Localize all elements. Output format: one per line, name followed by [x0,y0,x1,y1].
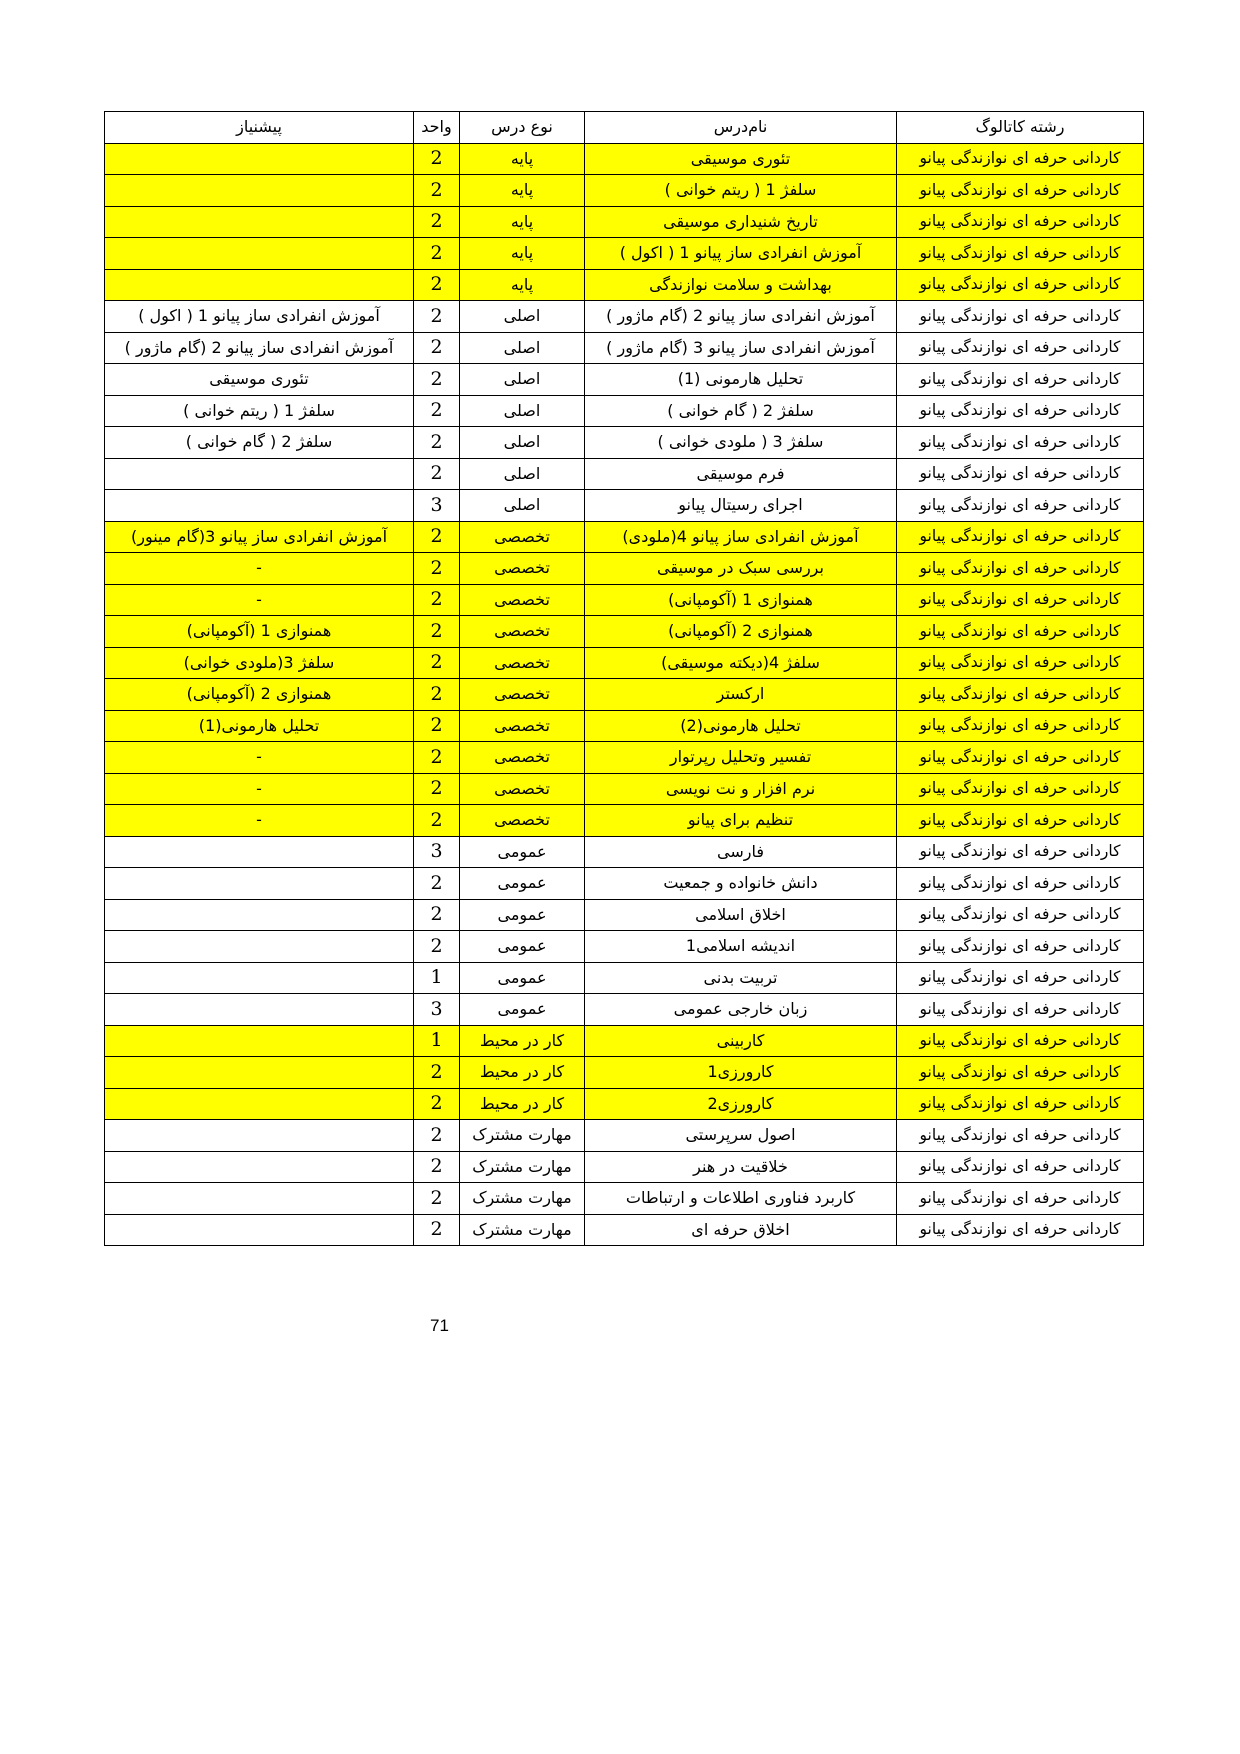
cell-type: عمومی [460,931,585,963]
cell-course: دانش خانواده و جمعیت [585,868,897,900]
table-row [105,1120,1144,1152]
cell-course: فرم موسیقی [585,458,897,490]
table-row [105,395,1144,427]
cell-prereq [105,490,414,522]
cell-type: کار در محیط [460,1057,585,1089]
table-row [105,805,1144,837]
cell-prereq: همنوازی 1 (آکومپانی) [105,616,414,648]
cell-type: عمومی [460,836,585,868]
cell-prereq [105,269,414,301]
cell-prereq [105,962,414,994]
cell-units: 2 [414,301,460,333]
cell-course: آموزش انفرادی ساز پیانو 4(ملودی) [585,521,897,553]
cell-course: تحلیل هارمونی (1) [585,364,897,396]
cell-catalog: کاردانی حرفه ای نوازندگی پیانو [897,710,1144,742]
cell-course: تربیت بدنی [585,962,897,994]
cell-prereq [105,1120,414,1152]
table-row [105,931,1144,963]
cell-units: 2 [414,742,460,774]
table-row [105,269,1144,301]
table-row [105,710,1144,742]
cell-catalog: کاردانی حرفه ای نوازندگی پیانو [897,364,1144,396]
cell-course: سلفژ 4(دیکته موسیقی) [585,647,897,679]
cell-units: 2 [414,395,460,427]
cell-units: 2 [414,332,460,364]
cell-course: بررسی سبک در موسیقی [585,553,897,585]
cell-units: 2 [414,553,460,585]
cell-catalog: کاردانی حرفه ای نوازندگی پیانو [897,490,1144,522]
header-course: نام‌درس [585,112,897,144]
header-catalog: رشته کاتالوگ [897,112,1144,144]
cell-course: کارورزی1 [585,1057,897,1089]
cell-catalog: کاردانی حرفه ای نوازندگی پیانو [897,1214,1144,1246]
cell-units: 2 [414,899,460,931]
table-row [105,553,1144,585]
cell-catalog: کاردانی حرفه ای نوازندگی پیانو [897,1088,1144,1120]
cell-units: 2 [414,175,460,207]
cell-course: سلفژ 3 ( ملودی خوانی ) [585,427,897,459]
cell-course: ارکستر [585,679,897,711]
cell-course: همنوازی 2 (آکومپانی) [585,616,897,648]
cell-course: خلاقیت در هنر [585,1151,897,1183]
table-row [105,868,1144,900]
table-row [105,332,1144,364]
cell-catalog: کاردانی حرفه ای نوازندگی پیانو [897,931,1144,963]
cell-type: پایه [460,269,585,301]
cell-units: 3 [414,490,460,522]
cell-type: مهارت مشترک [460,1183,585,1215]
cell-units: 2 [414,364,460,396]
table-row [105,679,1144,711]
table-row [105,175,1144,207]
cell-type: تخصصی [460,584,585,616]
cell-type: اصلی [460,395,585,427]
cell-course: تفسیر وتحلیل رپرتوار [585,742,897,774]
cell-catalog: کاردانی حرفه ای نوازندگی پیانو [897,301,1144,333]
table-row [105,836,1144,868]
cell-prereq [105,206,414,238]
cell-units: 2 [414,868,460,900]
cell-course: سلفژ 2 ( گام خوانی ) [585,395,897,427]
cell-prereq: آموزش انفرادی ساز پیانو 1 ( اکول ) [105,301,414,333]
cell-catalog: کاردانی حرفه ای نوازندگی پیانو [897,238,1144,270]
table-row [105,458,1144,490]
cell-units: 2 [414,647,460,679]
cell-type: اصلی [460,301,585,333]
course-table [104,111,1144,1246]
table-row [105,427,1144,459]
cell-catalog: کاردانی حرفه ای نوازندگی پیانو [897,332,1144,364]
cell-catalog: کاردانی حرفه ای نوازندگی پیانو [897,962,1144,994]
cell-type: مهارت مشترک [460,1120,585,1152]
cell-type: کار در محیط [460,1088,585,1120]
cell-course: تاریخ شنیداری موسیقی [585,206,897,238]
cell-prereq [105,836,414,868]
cell-type: اصلی [460,332,585,364]
cell-catalog: کاردانی حرفه ای نوازندگی پیانو [897,616,1144,648]
cell-type: تخصصی [460,742,585,774]
cell-units: 2 [414,458,460,490]
header-prereq: پیشنیاز [105,112,414,144]
cell-prereq: تحلیل هارمونی(1) [105,710,414,742]
cell-units: 2 [414,710,460,742]
cell-type: اصلی [460,427,585,459]
cell-course: سلفژ 1 ( ریتم خوانی ) [585,175,897,207]
cell-course: فارسی [585,836,897,868]
cell-units: 2 [414,1057,460,1089]
cell-course: اخلاق اسلامی [585,899,897,931]
cell-prereq [105,458,414,490]
cell-catalog: کاردانی حرفه ای نوازندگی پیانو [897,521,1144,553]
table-row [105,994,1144,1026]
cell-type: تخصصی [460,521,585,553]
cell-course: اخلاق حرفه ای [585,1214,897,1246]
cell-prereq [105,1183,414,1215]
cell-catalog: کاردانی حرفه ای نوازندگی پیانو [897,206,1144,238]
table-row [105,490,1144,522]
cell-units: 1 [414,962,460,994]
table-row [105,742,1144,774]
cell-prereq [105,899,414,931]
cell-units: 2 [414,679,460,711]
cell-type: تخصصی [460,616,585,648]
header-row [105,112,1144,144]
cell-prereq: - [105,553,414,585]
cell-prereq: - [105,773,414,805]
cell-prereq: آموزش انفرادی ساز پیانو 2 (گام ماژور ) [105,332,414,364]
cell-catalog: کاردانی حرفه ای نوازندگی پیانو [897,143,1144,175]
cell-course: کاربینی [585,1025,897,1057]
cell-catalog: کاردانی حرفه ای نوازندگی پیانو [897,427,1144,459]
cell-prereq: سلفژ 1 ( ریتم خوانی ) [105,395,414,427]
cell-prereq [105,931,414,963]
cell-catalog: کاردانی حرفه ای نوازندگی پیانو [897,1120,1144,1152]
cell-type: اصلی [460,364,585,396]
table-row [105,647,1144,679]
table-row [105,616,1144,648]
cell-type: تخصصی [460,679,585,711]
table-body [105,143,1144,1246]
table-row [105,1088,1144,1120]
cell-catalog: کاردانی حرفه ای نوازندگی پیانو [897,773,1144,805]
cell-course: نرم افزار و نت نویسی [585,773,897,805]
cell-course: کاربرد فناوری اطلاعات و ارتباطات [585,1183,897,1215]
table-row [105,206,1144,238]
cell-course: اندیشه اسلامی1 [585,931,897,963]
cell-prereq: سلفژ 3(ملودی خوانی) [105,647,414,679]
page-number: 71 [430,1316,449,1335]
cell-catalog: کاردانی حرفه ای نوازندگی پیانو [897,994,1144,1026]
cell-prereq: سلفژ 2 ( گام خوانی ) [105,427,414,459]
cell-catalog: کاردانی حرفه ای نوازندگی پیانو [897,868,1144,900]
header-units: واحد [414,112,460,144]
cell-units: 2 [414,1214,460,1246]
cell-catalog: کاردانی حرفه ای نوازندگی پیانو [897,269,1144,301]
cell-course: آموزش انفرادی ساز پیانو 3 (گام ماژور ) [585,332,897,364]
cell-type: پایه [460,206,585,238]
cell-catalog: کاردانی حرفه ای نوازندگی پیانو [897,679,1144,711]
cell-type: عمومی [460,868,585,900]
cell-prereq [105,175,414,207]
cell-type: مهارت مشترک [460,1151,585,1183]
table-row [105,1057,1144,1089]
cell-type: تخصصی [460,773,585,805]
cell-prereq [105,1025,414,1057]
cell-catalog: کاردانی حرفه ای نوازندگی پیانو [897,899,1144,931]
cell-units: 2 [414,269,460,301]
cell-units: 2 [414,805,460,837]
cell-course: آموزش انفرادی ساز پیانو 2 (گام ماژور ) [585,301,897,333]
cell-catalog: کاردانی حرفه ای نوازندگی پیانو [897,836,1144,868]
cell-course: بهداشت و سلامت نوازندگی [585,269,897,301]
cell-type: عمومی [460,962,585,994]
cell-units: 2 [414,931,460,963]
cell-units: 2 [414,427,460,459]
cell-units: 3 [414,836,460,868]
cell-units: 3 [414,994,460,1026]
cell-course: کارورزی2 [585,1088,897,1120]
table-row [105,1151,1144,1183]
cell-units: 1 [414,1025,460,1057]
cell-prereq [105,1088,414,1120]
cell-catalog: کاردانی حرفه ای نوازندگی پیانو [897,395,1144,427]
cell-catalog: کاردانی حرفه ای نوازندگی پیانو [897,742,1144,774]
cell-course: تئوری موسیقی [585,143,897,175]
cell-prereq [105,1151,414,1183]
cell-type: تخصصی [460,553,585,585]
cell-prereq [105,1057,414,1089]
cell-catalog: کاردانی حرفه ای نوازندگی پیانو [897,805,1144,837]
cell-prereq [105,143,414,175]
cell-catalog: کاردانی حرفه ای نوازندگی پیانو [897,553,1144,585]
table-row [105,364,1144,396]
cell-units: 2 [414,773,460,805]
cell-units: 2 [414,1183,460,1215]
table-row [105,584,1144,616]
cell-type: تخصصی [460,805,585,837]
cell-prereq: - [105,584,414,616]
cell-catalog: کاردانی حرفه ای نوازندگی پیانو [897,584,1144,616]
cell-units: 2 [414,206,460,238]
cell-type: مهارت مشترک [460,1214,585,1246]
cell-catalog: کاردانی حرفه ای نوازندگی پیانو [897,1151,1144,1183]
cell-prereq: آموزش انفرادی ساز پیانو 3(گام مینور) [105,521,414,553]
cell-catalog: کاردانی حرفه ای نوازندگی پیانو [897,1057,1144,1089]
cell-catalog: کاردانی حرفه ای نوازندگی پیانو [897,1025,1144,1057]
table-row [105,1214,1144,1246]
cell-prereq: همنوازی 2 (آکومپانی) [105,679,414,711]
cell-units: 2 [414,238,460,270]
cell-prereq [105,1214,414,1246]
cell-course: اجرای رسیتال پیانو [585,490,897,522]
cell-units: 2 [414,616,460,648]
cell-course: تنظیم برای پیانو [585,805,897,837]
cell-course: زبان خارجی عمومی [585,994,897,1026]
cell-type: پایه [460,238,585,270]
table-row [105,521,1144,553]
cell-units: 2 [414,584,460,616]
cell-catalog: کاردانی حرفه ای نوازندگی پیانو [897,175,1144,207]
cell-prereq: - [105,805,414,837]
cell-units: 2 [414,521,460,553]
cell-catalog: کاردانی حرفه ای نوازندگی پیانو [897,647,1144,679]
table-row [105,238,1144,270]
cell-type: پایه [460,143,585,175]
cell-course: آموزش انفرادی ساز پیانو 1 ( اکول ) [585,238,897,270]
cell-course: اصول سرپرستی [585,1120,897,1152]
cell-prereq [105,238,414,270]
cell-prereq: - [105,742,414,774]
table-row [105,301,1144,333]
cell-type: عمومی [460,994,585,1026]
cell-type: تخصصی [460,647,585,679]
cell-type: پایه [460,175,585,207]
cell-type: اصلی [460,490,585,522]
table-row [105,962,1144,994]
cell-units: 2 [414,143,460,175]
cell-catalog: کاردانی حرفه ای نوازندگی پیانو [897,1183,1144,1215]
cell-units: 2 [414,1151,460,1183]
table-row [105,773,1144,805]
cell-units: 2 [414,1088,460,1120]
cell-prereq: تئوری موسیقی [105,364,414,396]
cell-type: تخصصی [460,710,585,742]
cell-type: کار در محیط [460,1025,585,1057]
cell-course: همنوازی 1 (آکومپانی) [585,584,897,616]
table-row [105,1025,1144,1057]
cell-type: عمومی [460,899,585,931]
header-type: نوع درس [460,112,585,144]
table-row [105,899,1144,931]
cell-course: تحلیل هارمونی(2) [585,710,897,742]
cell-units: 2 [414,1120,460,1152]
table-row [105,143,1144,175]
cell-type: اصلی [460,458,585,490]
table-row [105,1183,1144,1215]
cell-prereq [105,994,414,1026]
cell-prereq [105,868,414,900]
cell-catalog: کاردانی حرفه ای نوازندگی پیانو [897,458,1144,490]
